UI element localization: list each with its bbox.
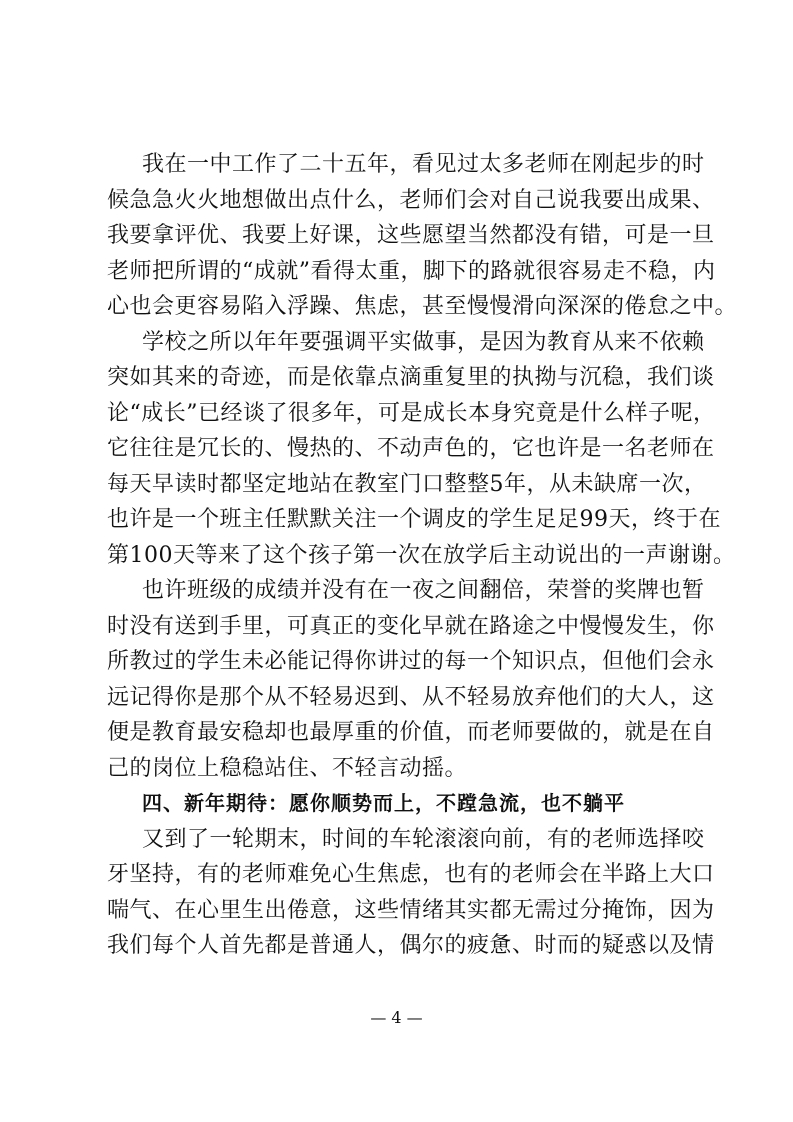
paragraph-4-line-3: 喘气、在心里生出倦意，这些情绪其实都无需过分掩饰，因为	[107, 897, 715, 923]
paragraph-1-line-3: 我要拿评优、我要上好课，这些愿望当然都没有错，可是一旦	[107, 223, 715, 248]
page-number: — 4 —	[370, 1008, 423, 1027]
paragraph-3-line-2: 时没有送到手里，可真正的变化早就在路途之中慢慢发生，你	[107, 613, 715, 639]
paragraph-2-line-5: 每天早读时都坚定地站在教室门口整整5年，从未缺席一次，	[107, 471, 707, 497]
paragraph-2-line-4: 它往往是冗长的、慢热的、不动声色的，它也许是一名老师在	[107, 436, 715, 461]
paragraph-3-line-5: 便是教育最安稳却也最厚重的价值，而老师要做的，就是在自	[107, 720, 715, 745]
paragraph-4-line-2: 牙坚持，有的老师难免心生焦虑，也有的老师会在半路上大口	[107, 862, 715, 887]
paragraph-1-line-4: 老师把所谓的“成就”看得太重，脚下的路就很容易走不稳，内	[107, 258, 716, 284]
paragraph-2-line-7: 第100天等来了这个孩子第一次在放学后主动说出的一声谢谢。	[107, 542, 736, 568]
paragraph-1-line-2: 候急急火火地想做出点什么，老师们会对自己说我要出成果、	[107, 187, 715, 213]
paragraph-4-line-1: 又到了一轮期末，时间的车轮滚滚向前，有的老师选择咬	[142, 826, 705, 852]
paragraph-3-line-3: 所教过的学生未必能记得你讲过的每一个知识点，但他们会永	[107, 649, 715, 674]
paragraph-1-line-5: 心也会更容易陷入浮躁、焦虑，甚至慢慢滑向深深的倦怠之中。	[107, 294, 738, 319]
paragraph-2-line-1: 学校之所以年年要强调平实做事，是因为教育从来不依赖	[142, 329, 705, 355]
paragraph-2-line-2: 突如其来的奇迹，而是依靠点滴重复里的执拗与沉稳，我们谈	[107, 365, 715, 390]
paragraph-3-line-6: 己的岗位上稳稳站住、不轻言动摇。	[107, 755, 468, 781]
paragraph-3-line-1: 也许班级的成绩并没有在一夜之间翻倍，荣誉的奖牌也暂	[142, 578, 705, 603]
paragraph-3-line-4: 远记得你是那个从不轻易迟到、从不轻易放弃他们的大人，这	[107, 684, 715, 710]
paragraph-4-line-4: 我们每个人首先都是普通人，偶尔的疲惫、时而的疑惑以及情	[107, 933, 715, 958]
body-text	[107, 147, 738, 964]
paragraph-2-line-3: 论“成长”已经谈了很多年，可是成长本身究竟是什么样子呢，	[107, 400, 716, 426]
paragraph-2-line-6: 也许是一个班主任默默关注一个调皮的学生足足99天，终于在	[107, 507, 721, 532]
paragraph-1-line-1: 我在一中工作了二十五年，看见过太多老师在刚起步的时	[142, 152, 705, 177]
section-heading: 四、新年期待：愿你顺势而上，不蹚急流，也不躺平	[142, 791, 625, 815]
